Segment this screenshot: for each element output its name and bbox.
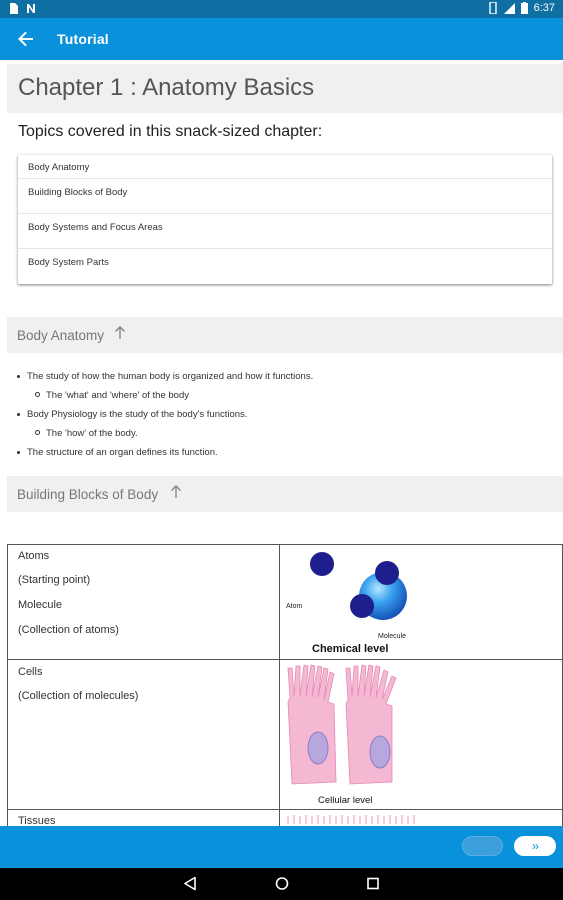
next-label: ›› <box>532 839 538 853</box>
section-title: Body Anatomy <box>17 328 105 343</box>
table-cell <box>280 660 563 810</box>
app-bar <box>0 18 563 60</box>
n-icon <box>26 3 36 14</box>
list-item: The study of how the human body is organized and how it functions. <box>27 371 313 382</box>
status-time: 6:37 <box>533 2 555 14</box>
cellular-level-illustration <box>280 660 563 810</box>
chemical-level-caption: Chemical level <box>312 643 389 655</box>
section-title: Building Blocks of Body <box>17 487 159 502</box>
sim-icon <box>9 3 18 14</box>
wifi-icon <box>504 3 515 14</box>
table-cell: Cells (Collection of molecules) <box>8 660 280 810</box>
arrow-up-icon[interactable] <box>169 484 183 500</box>
atom-label: Atom <box>286 603 303 610</box>
status-bar <box>0 0 563 18</box>
previous-button[interactable] <box>462 836 503 856</box>
chemical-level-illustration <box>280 545 563 660</box>
chapter-title-block <box>7 64 563 113</box>
list-item: The 'what' and 'where' of the body <box>46 390 189 401</box>
topic-item-body-anatomy[interactable]: Body Anatomy <box>18 155 552 179</box>
chapter-title: Chapter 1 : Anatomy Basics <box>18 74 315 101</box>
topic-item-building-blocks[interactable]: Building Blocks of Body <box>18 179 552 214</box>
app-title: Tutorial <box>57 31 109 47</box>
next-button[interactable] <box>514 836 556 856</box>
battery-icon <box>521 2 528 14</box>
list-item: The 'how' of the body. <box>46 428 138 439</box>
topic-item-body-system-parts[interactable]: Body System Parts <box>28 257 109 268</box>
list-item: Body Physiology is the study of the body's functions. <box>27 409 247 420</box>
arrow-up-icon[interactable] <box>113 325 127 341</box>
tissue-level-illustration <box>280 810 563 826</box>
topic-item-body-systems[interactable]: Body Systems and Focus Areas <box>18 214 552 249</box>
navigation-bar <box>0 868 563 900</box>
list-item: The structure of an organ defines its function. <box>27 447 218 458</box>
table-cell: Tissues <box>8 810 280 826</box>
nav-recents-icon[interactable] <box>366 876 380 891</box>
topics-heading: Topics covered in this snack-sized chapter: <box>18 123 323 140</box>
nav-back-icon[interactable] <box>183 876 197 891</box>
section-header-building-blocks <box>7 476 563 512</box>
molecule-label: Molecule <box>378 633 407 640</box>
table-cell <box>280 810 563 826</box>
back-arrow-icon[interactable] <box>16 29 36 49</box>
topics-list <box>18 155 552 284</box>
vibrate-icon <box>488 2 498 14</box>
nav-home-icon[interactable] <box>275 876 289 891</box>
cellular-level-caption: Cellular level <box>318 795 373 806</box>
section-header-body-anatomy <box>7 317 563 353</box>
tutorial-action-bar <box>0 826 563 868</box>
table-cell <box>280 545 563 660</box>
tutorial-content[interactable] <box>0 60 563 826</box>
building-blocks-table <box>7 544 563 826</box>
table-cell: Atoms (Starting point) Molecule (Collection of atoms) <box>8 545 280 660</box>
